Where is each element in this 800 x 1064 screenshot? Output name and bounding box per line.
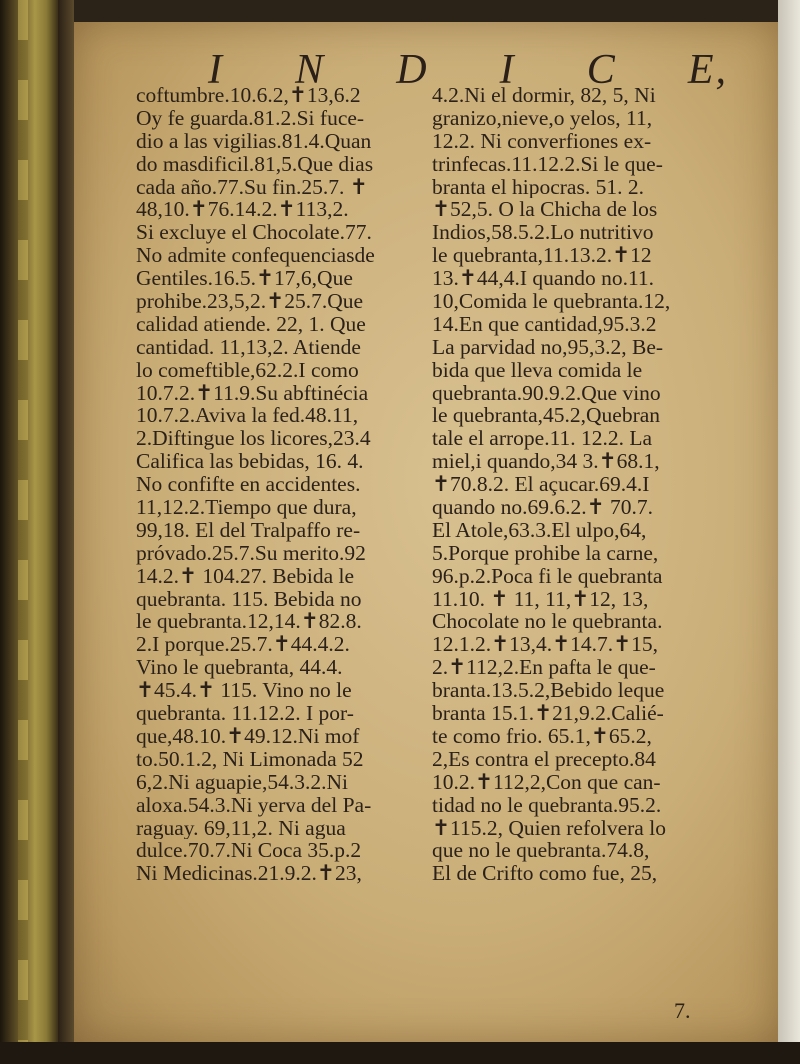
index-entry-line: raguay. 69,11,2. Ni agua bbox=[136, 816, 346, 840]
index-entry-line: bida que lleva comida le bbox=[432, 358, 643, 382]
index-entry-line: cada año.77.Su fin.25.7. ✝ bbox=[136, 175, 368, 199]
index-entry-line: aloxa.54.3.Ni yerva del Pa- bbox=[136, 793, 372, 817]
index-entry-line: le quebranta.12,14.✝82.8. bbox=[136, 610, 362, 634]
index-entry-line: cantidad. 11,13,2. Atiende bbox=[136, 335, 361, 359]
index-entry-line: te como frio. 65.1,✝65.2, bbox=[432, 724, 652, 748]
header-letter: D bbox=[396, 47, 429, 93]
index-entry-line: Si excluye el Chocolate.77. bbox=[136, 221, 372, 245]
index-entry-line: dio a las vigilias.81.4.Quan bbox=[136, 129, 372, 153]
index-entry-line: 10.2.✝112,2,Con que can- bbox=[432, 770, 661, 794]
index-entry-line: ✝115.2, Quien refolvera lo bbox=[432, 816, 666, 840]
index-entry-line: 11.10. ✝ 11, 11,✝12, 13, bbox=[432, 587, 649, 611]
scan-background-bottom bbox=[0, 1042, 800, 1064]
index-entry-line: dulce.70.7.Ni Coca 35.p.2 bbox=[136, 839, 362, 863]
index-entry-line: le quebranta,11.13.2.✝12 bbox=[432, 244, 652, 268]
index-entry-line: 2.I porque.25.7.✝44.4.2. bbox=[136, 633, 350, 657]
index-entry-line: miel,i quando,34 3.✝68.1, bbox=[432, 450, 660, 474]
index-entry-line: branta 15.1.✝21,9.2.Calié- bbox=[432, 702, 664, 725]
index-entry-line: 4.2.Ni el dormir, 82, 5, Ni bbox=[432, 84, 656, 107]
index-entry-line: prohibe.23,5,2.✝25.7.Que bbox=[136, 290, 364, 313]
index-entry-line: quebranta. 115. Bebida no bbox=[136, 587, 362, 611]
index-entry-line: tale el arrope.11. 12.2. La bbox=[432, 427, 653, 451]
index-entry-line: ✝70.8.2. El açucar.69.4.I bbox=[432, 473, 650, 497]
index-entry-line: branta el hipocras. 51. 2. bbox=[432, 175, 644, 199]
index-entry-line: to.50.1.2, Ni Limonada 52 bbox=[136, 747, 364, 771]
index-entry-line: 48,10.✝76.14.2.✝113,2. bbox=[136, 198, 349, 222]
index-entry-line: 5.Porque prohibe la carne, bbox=[432, 541, 659, 565]
index-entry-line: quebranta. 11.12.2. I por- bbox=[136, 702, 354, 725]
index-column-right bbox=[432, 84, 720, 885]
index-entry-line: próvado.25.7.Su merito.92 bbox=[136, 541, 366, 565]
index-entry-line: quando no.69.6.2.✝ 70.7. bbox=[432, 496, 654, 519]
index-entry-line: 13.✝44,4.I quando no.11. bbox=[432, 267, 655, 291]
index-entry-line: 14.2.✝ 104.27. Bebida le bbox=[136, 564, 355, 588]
index-entry-line: do masdificil.81,5.Que dias bbox=[136, 152, 374, 176]
index-entry-line: 2.Diftingue los licores,23.4 bbox=[136, 427, 371, 451]
index-entry-line: que,48.10.✝49.12.Ni mof bbox=[136, 724, 360, 748]
header-letter: N bbox=[295, 47, 326, 93]
index-entry-line: Gentiles.16.5.✝17,6,Que bbox=[136, 267, 353, 291]
index-entry-line: Ni Medicinas.21.9.2.✝23, bbox=[136, 862, 362, 886]
index-entry-line: 10.7.2.✝11.9.Su abftinécia bbox=[136, 381, 369, 405]
index-entry-line: ✝52,5. O la Chicha de los bbox=[432, 198, 658, 222]
index-entry-line: 6,2.Ni aguapie,54.3.2.Ni bbox=[136, 770, 348, 794]
index-entry-line: 14.En que cantidad,95.3.2 bbox=[432, 312, 657, 336]
index-entry-line: Oy fe guarda.81.2.Si fuce- bbox=[136, 106, 365, 130]
index-entry-line: 2.✝112,2.En pafta le que- bbox=[432, 656, 656, 680]
page-number: 7. bbox=[674, 998, 691, 1023]
index-entry-line: 96.p.2.Poca fi le quebranta bbox=[432, 564, 663, 588]
index-entry-line: ✝45.4.✝ 115. Vino no le bbox=[136, 679, 352, 703]
index-entry-line: 12.1.2.✝13,4.✝14.7.✝15, bbox=[432, 633, 659, 657]
index-entry-line: 12.2. Ni converfiones ex- bbox=[432, 129, 652, 153]
index-entry-line: Califica las bebidas, 16. 4. bbox=[136, 450, 364, 474]
index-entry-line: 2,Es contra el precepto.84 bbox=[432, 747, 656, 771]
index-entry-line: tidad no le quebranta.95.2. bbox=[432, 793, 662, 817]
index-entry-line: le quebranta,45.2,Quebran bbox=[432, 404, 661, 428]
index-entry-line: coftumbre.10.6.2,✝13,6.2 bbox=[136, 84, 361, 107]
header-letter: I bbox=[499, 47, 516, 93]
header-letter: E, bbox=[687, 47, 728, 93]
index-entry-line: 10.7.2.Aviva la fed.48.11, bbox=[136, 404, 359, 428]
index-entry-line: Chocolate no le quebranta. bbox=[432, 610, 663, 634]
index-entry-line: granizo,nieve,o yelos, 11, bbox=[432, 106, 653, 130]
spine-decoration bbox=[18, 0, 28, 1064]
index-entry-line: La parvidad no,95,3.2, Be- bbox=[432, 335, 664, 359]
index-entry-line: lo comeftible,62.2.I como bbox=[136, 358, 359, 382]
index-entry-line: El de Crifto como fue, 25, bbox=[432, 862, 658, 886]
index-entry-line: 11,12.2.Tiempo que dura, bbox=[136, 496, 357, 519]
index-entry-line: Indios,58.5.2.Lo nutritivo bbox=[432, 221, 654, 245]
index-entry-line: No admite confequenciasde bbox=[136, 244, 375, 268]
index-entry-line: branta.13.5.2,Bebido leque bbox=[432, 679, 665, 703]
scan-background-right bbox=[778, 0, 800, 1064]
index-entry-line: calidad atiende. 22, 1. Que bbox=[136, 312, 366, 336]
index-entry-line: que no le quebranta.74.8, bbox=[432, 839, 650, 863]
index-entry-line: Vino le quebranta, 44.4. bbox=[136, 656, 343, 680]
index-entry-line: quebranta.90.9.2.Que vino bbox=[432, 381, 661, 405]
index-entry-line: 10,Comida le quebranta.12, bbox=[432, 290, 671, 313]
index-entry-line: trinfecas.11.12.2.Si le que- bbox=[432, 152, 663, 176]
header-letter: C bbox=[586, 47, 617, 93]
index-entry-line: 99,18. El del Tralpaffo re- bbox=[136, 518, 361, 542]
book-spine-edge bbox=[0, 0, 58, 1064]
page-gutter bbox=[58, 0, 74, 1064]
index-column-left bbox=[136, 84, 414, 885]
index-entry-line: No confifte en accidentes. bbox=[136, 473, 361, 497]
header-letter: I bbox=[208, 47, 224, 93]
index-entry-line: El Atole,63.3.El ulpo,64, bbox=[432, 518, 647, 542]
